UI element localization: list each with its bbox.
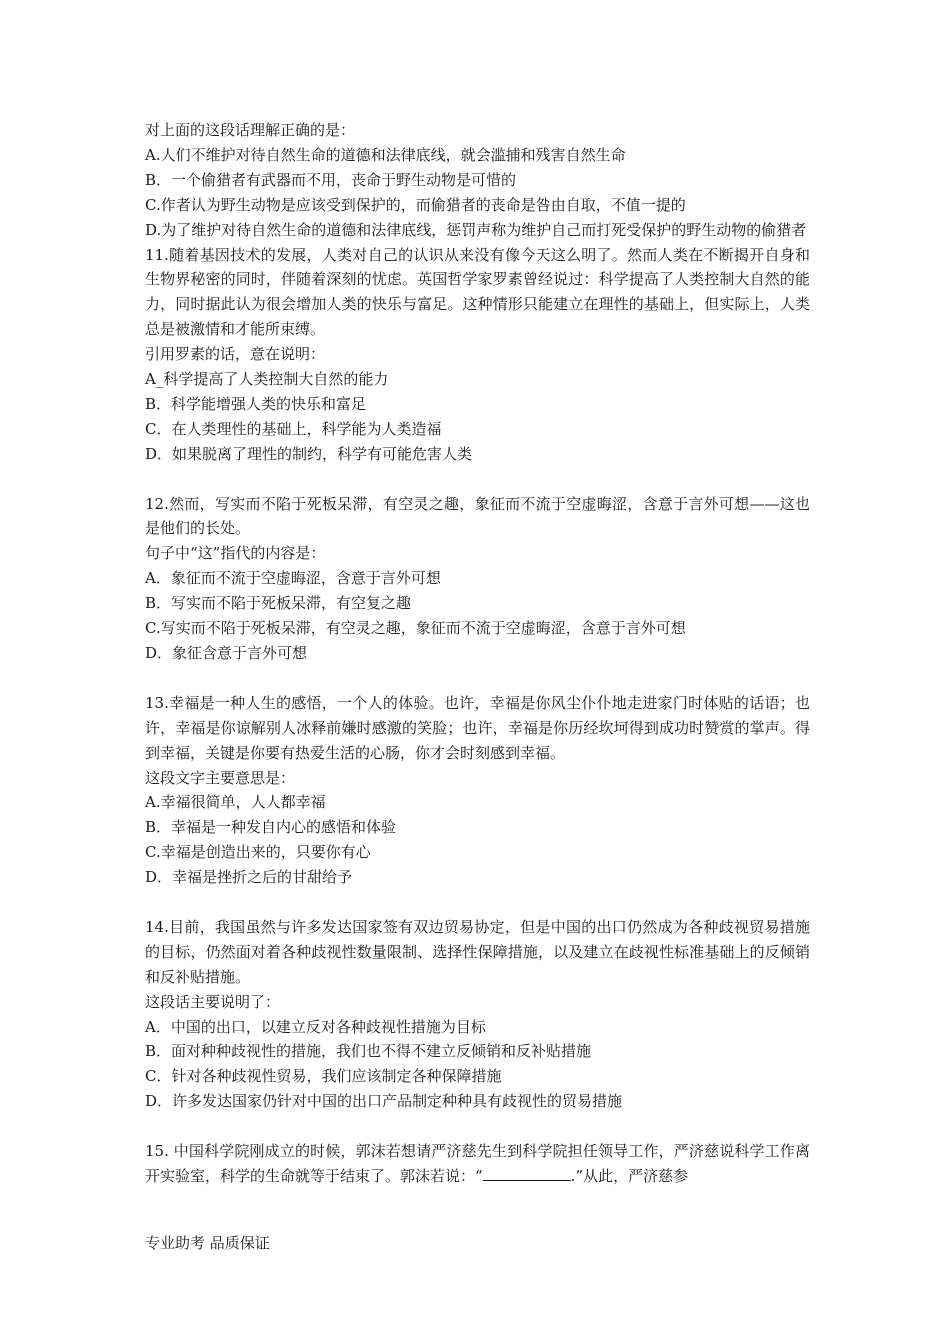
q12-stem: 12.然而，写实而不陷于死板呆滞，有空灵之趣，象征而不流于空虚晦涩，含意于言外可想——这也是他们的长处。 (145, 494, 810, 538)
q10-option-c: C.作者认为野生动物是应该受到保护的，而偷猎者的丧命是咎由自取，不值一提的 (145, 195, 686, 214)
q15-stem (145, 1139, 810, 1189)
q13-option-c: C.幸福是创造出来的，只要你有心 (145, 843, 371, 862)
q14-option-a: A．中国的出口，以建立反对各种歧视性措施为目标 (145, 1017, 486, 1036)
q11-option-a: A_科学提高了人类控制大自然的能力 (145, 370, 389, 389)
answer-blank (483, 1166, 571, 1181)
q14-prompt: 这段话主要说明了： (145, 992, 281, 1011)
page-content (145, 118, 810, 1189)
q13-option-d: D．幸福是挫折之后的甘甜给予 (145, 868, 353, 887)
q15-stem-after: .”从此，严济慈参 (570, 1167, 689, 1185)
q11-option-d: D．如果脱离了理性的制约，科学有可能危害人类 (145, 444, 473, 463)
q13-stem: 13.幸福是一种人生的感悟，一个人的体验。也许，幸福是你风尘仆仆地走进家门时体贴的话语；也许，幸福是你谅解别人冰释前嫌时感激的笑脸；也许，幸福是你历经坎坷得到成功时赞赏的掌声。得到幸福，关键是你要有热爱生活的心肠，你才会时刻感到幸福。 (145, 693, 810, 762)
q14-option-d: D．许多发达国家仍针对中国的出口产品制定种种具有歧视性的贸易措施 (145, 1092, 623, 1111)
q11-option-b: B．科学能增强人类的快乐和富足 (145, 394, 367, 413)
q14-option-b: B．面对种种歧视性的措施，我们也不得不建立反倾销和反补贴措施 (145, 1042, 592, 1061)
q13-prompt: 这段文字主要意思是： (145, 768, 296, 787)
q11-option-c: C．在人类理性的基础上，科学能为人类造福 (145, 419, 442, 438)
q10-option-b: B．一个偷猎者有武器而不用，丧命于野生动物是可惜的 (145, 170, 517, 189)
q12-option-c: C.写实而不陷于死板呆滞，有空灵之趣，象征而不流于空虚晦涩，含意于言外可想 (145, 619, 686, 638)
q14-option-c: C．针对各种歧视性贸易，我们应该制定各种保障措施 (145, 1067, 502, 1086)
q14-stem: 14.目前，我国虽然与许多发达国家签有双边贸易协定，但是中国的出口仍然成为各种歧视贸易措施的目标，仍然面对着各种歧视性数量限制、选择性保障措施，以及建立在歧视性标准基础上的反倾销和反补贴措施。 (145, 917, 810, 986)
q12-option-a: A．象征而不流于空虚晦涩，含意于言外可想 (145, 569, 441, 588)
q11-prompt: 引用罗素的话，意在说明： (145, 345, 326, 364)
q12-option-b: B．写实而不陷于死板呆滞，有空复之趣 (145, 594, 412, 613)
q15-stem-before: 15. 中国科学院刚成立的时候，郭沫若想请严济慈先生到科学院担任领导工作，严济慈说科学工作离开实验室，科学的生命就等于结束了。郭沫若说：“ (145, 1142, 810, 1185)
spacer (145, 1114, 810, 1139)
q12-prompt: 句子中“这”指代的内容是： (145, 544, 326, 563)
q10-prompt: 对上面的这段话理解正确的是： (145, 121, 356, 139)
q10-option-a: A.人们不维护对待自然生命的道德和法律底线，就会滥捕和残害自然生命 (145, 145, 626, 164)
spacer (145, 467, 810, 492)
q11-stem: 11.随着基因技术的发展，人类对自己的认识从来没有像今天这么明了。然而人类在不断揭开自身和生物界秘密的同时，伴随着深刻的忧虑。英国哲学家罗素曾经说过：科学提高了人类控制大自然的能力，同时据此认为很会增加人类的快乐与富足。这种情形只能建立在理性的基础上，但实际上，人类总是被激情和才能所束缚。 (145, 245, 810, 339)
q13-option-b: B．幸福是一种发自内心的感悟和体验 (145, 818, 397, 837)
q10-option-d: D.为了维护对待自然生命的道德和法律底线，惩罚声称为维护自己而打死受保护的野生动物的偷猎者 (145, 220, 807, 239)
page-footer: 专业助考 品质保证 (145, 1234, 270, 1252)
spacer (145, 890, 810, 915)
q13-option-a: A.幸福很简单，人人都幸福 (145, 793, 326, 812)
q12-option-d: D．象征含意于言外可想 (145, 644, 308, 663)
spacer (145, 666, 810, 691)
